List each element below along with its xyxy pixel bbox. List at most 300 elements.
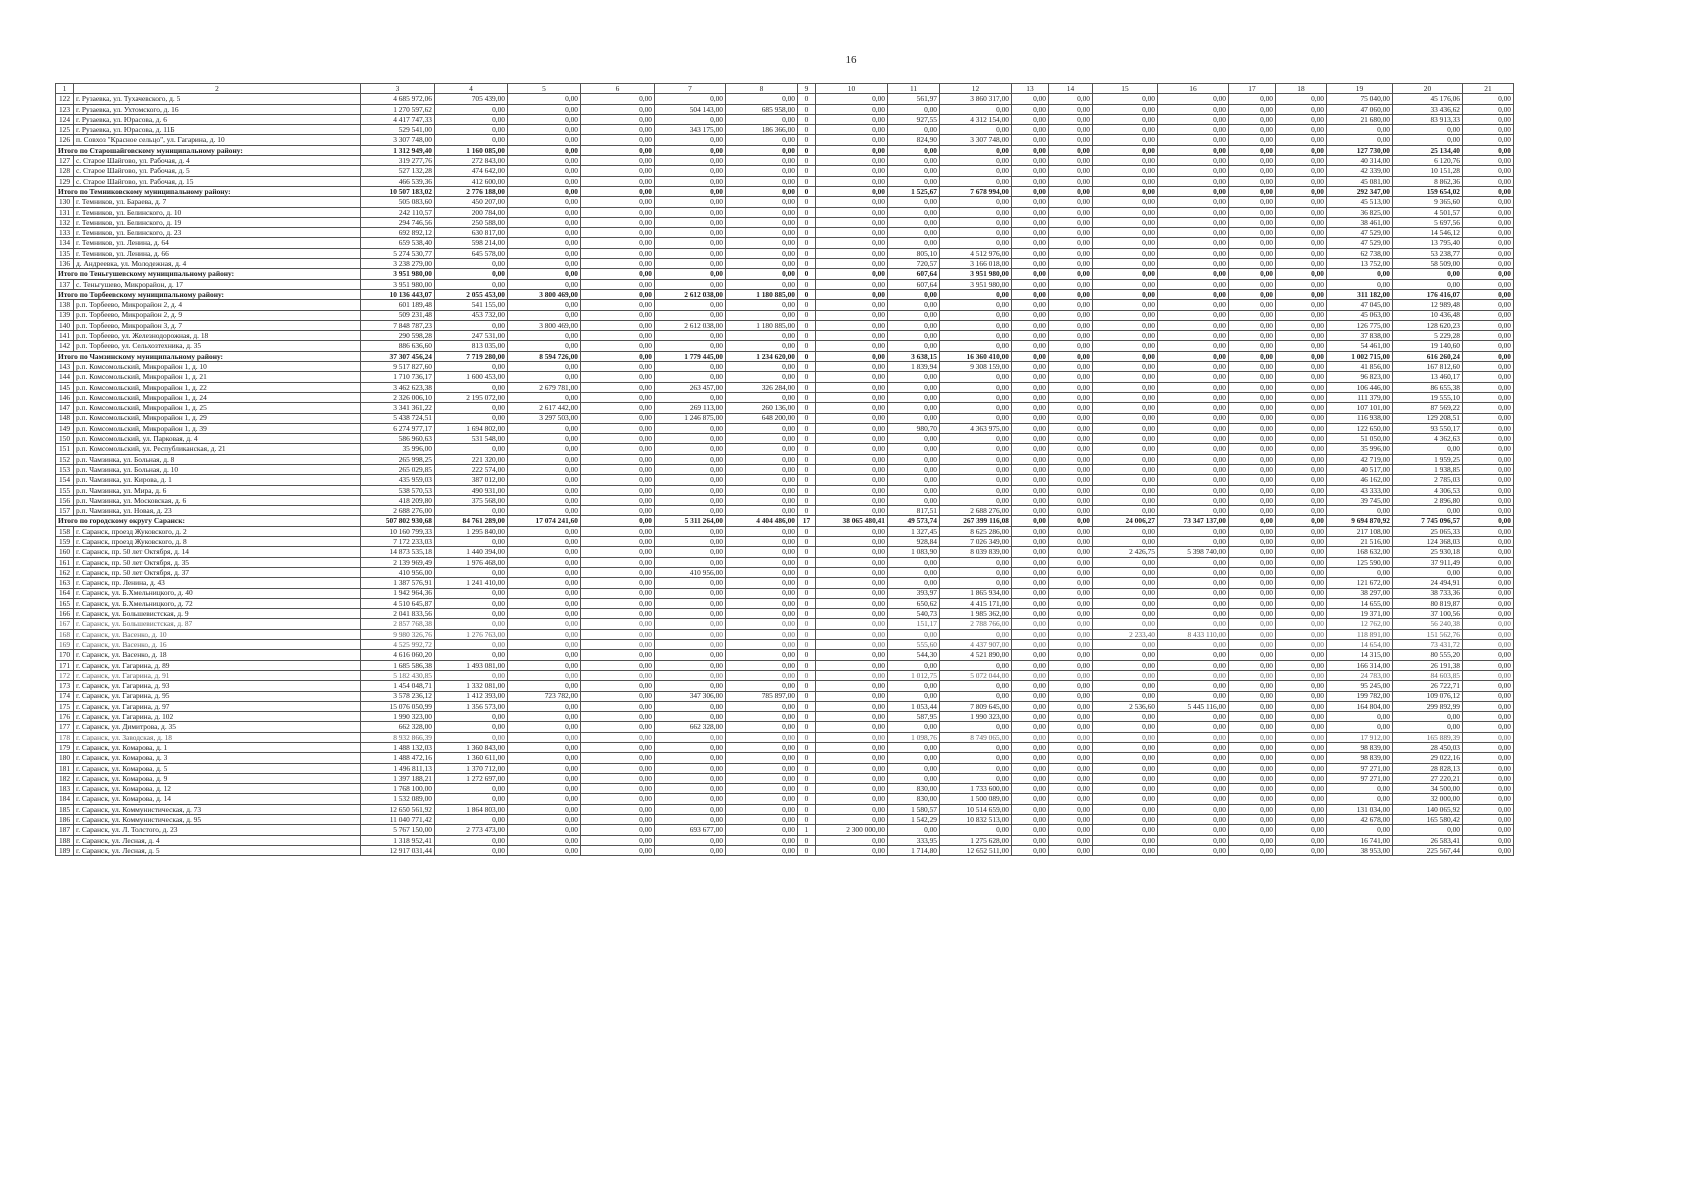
table-cell: 40 314,00 <box>1327 156 1393 166</box>
table-cell: 0,00 <box>816 114 888 124</box>
table-cell: 0,00 <box>940 454 1012 464</box>
table-cell: 0,00 <box>435 640 508 650</box>
table-cell: 0,00 <box>1463 454 1514 464</box>
table-cell: 450 207,00 <box>435 197 508 207</box>
table-cell: 0,00 <box>1093 259 1158 269</box>
table-cell: 0,00 <box>1012 166 1049 176</box>
address-cell: р.п. Комсомольский, Микрорайон 1, д. 21 <box>74 372 361 382</box>
table-cell: 5 182 430,85 <box>361 670 435 680</box>
table-cell: 0,00 <box>726 300 798 310</box>
table-cell: 166 314,00 <box>1327 660 1393 670</box>
subtotal-label: Итого по Чамзинскому муниципальному району: <box>56 351 361 361</box>
table-cell: 0,00 <box>508 567 581 577</box>
table-cell: 555,60 <box>888 640 940 650</box>
table-cell: 0,00 <box>435 722 508 732</box>
table-cell: 0,00 <box>581 464 655 474</box>
row-number: 125 <box>56 125 74 135</box>
table-cell: 0,00 <box>1327 784 1393 794</box>
table-cell: 0,00 <box>888 372 940 382</box>
table-cell: 0,00 <box>1229 609 1276 619</box>
table-cell: 0,00 <box>508 392 581 402</box>
table-cell: 0,00 <box>581 681 655 691</box>
table-cell: 723 782,00 <box>508 691 581 701</box>
table-cell: 0,00 <box>816 125 888 135</box>
table-cell: 4 525 992,72 <box>361 640 435 650</box>
table-cell: 0,00 <box>1463 248 1514 258</box>
table-cell: 28 828,13 <box>1393 763 1463 773</box>
table-cell: 38 733,36 <box>1393 588 1463 598</box>
subtotal-row <box>56 269 1514 279</box>
table-cell: 0,00 <box>1093 670 1158 680</box>
table-cell: 4 363 975,00 <box>940 423 1012 433</box>
table-cell: 0,00 <box>940 207 1012 217</box>
table-cell: 0,00 <box>508 763 581 773</box>
table-cell: 0,00 <box>1393 825 1463 835</box>
table-cell: 0,00 <box>1049 506 1093 516</box>
table-cell: 0,00 <box>655 588 726 598</box>
table-cell: 1 <box>798 825 816 835</box>
table-cell: 0,00 <box>435 619 508 629</box>
table-cell: 0,00 <box>816 403 888 413</box>
table-cell: 0,00 <box>435 650 508 660</box>
table-cell: 0,00 <box>435 537 508 547</box>
table-cell: 0,00 <box>888 444 940 454</box>
table-cell: 505 083,60 <box>361 197 435 207</box>
table-cell: 0,00 <box>1463 804 1514 814</box>
table-cell: 0,00 <box>655 763 726 773</box>
table-cell: 0,00 <box>888 228 940 238</box>
header-cell: 2 <box>74 84 361 94</box>
table-cell: 0,00 <box>1049 578 1093 588</box>
row-number: 141 <box>56 331 74 341</box>
table-cell: 0,00 <box>816 763 888 773</box>
table-cell: 0,00 <box>1049 701 1093 711</box>
table-cell: 0,00 <box>1093 485 1158 495</box>
table-cell: 45 081,00 <box>1327 176 1393 186</box>
table-cell: 0,00 <box>1229 670 1276 680</box>
table-cell: 0,00 <box>888 660 940 670</box>
table-cell: 1 387 576,91 <box>361 578 435 588</box>
row-number: 159 <box>56 537 74 547</box>
table-cell: 1 488 132,03 <box>361 743 435 753</box>
table-cell: 98 839,00 <box>1327 753 1393 763</box>
table-cell: 0,00 <box>888 156 940 166</box>
table-cell: 0,00 <box>726 259 798 269</box>
table-cell: 0,00 <box>1049 310 1093 320</box>
table-cell: 0,00 <box>508 94 581 104</box>
table-cell: 10 151,28 <box>1393 166 1463 176</box>
table-cell: 0,00 <box>1276 763 1327 773</box>
table-cell: 0,00 <box>1463 125 1514 135</box>
table-cell: 0,00 <box>1012 784 1049 794</box>
table-row <box>56 804 1514 814</box>
table-cell: 0,00 <box>1049 362 1093 372</box>
table-cell: 54 461,00 <box>1327 341 1393 351</box>
row-number: 144 <box>56 372 74 382</box>
subtotal-label: Итого по Торбеевскому муниципальному району: <box>56 289 361 299</box>
table-cell: 1 276 763,00 <box>435 629 508 639</box>
table-cell: 0 <box>798 557 816 567</box>
table-cell: 37 307 456,24 <box>361 351 435 361</box>
table-cell: 2 617 442,00 <box>508 403 581 413</box>
table-cell: 0,00 <box>1276 197 1327 207</box>
table-cell: 0,00 <box>655 598 726 608</box>
table-cell: 0,00 <box>1049 475 1093 485</box>
table-cell: 0,00 <box>816 186 888 196</box>
table-cell: 1 959,25 <box>1393 454 1463 464</box>
table-cell: 0,00 <box>1049 691 1093 701</box>
table-cell: 0,00 <box>1012 156 1049 166</box>
table-cell: 0,00 <box>1229 279 1276 289</box>
table-cell: 0,00 <box>1463 701 1514 711</box>
table-cell: 0,00 <box>1463 712 1514 722</box>
table-cell: 0,00 <box>435 784 508 794</box>
table-cell: 0,00 <box>1093 434 1158 444</box>
table-cell: 0,00 <box>1012 578 1049 588</box>
table-cell: 0,00 <box>1093 526 1158 536</box>
table-cell: 0,00 <box>655 670 726 680</box>
table-cell: 0,00 <box>581 794 655 804</box>
table-cell: 0,00 <box>1049 444 1093 454</box>
table-cell: 0,00 <box>1463 392 1514 402</box>
page-number: 16 <box>845 54 857 66</box>
table-cell: 0,00 <box>1012 145 1049 155</box>
table-cell: 0,00 <box>1276 248 1327 258</box>
table-cell: 0,00 <box>888 176 940 186</box>
table-cell: 0,00 <box>508 825 581 835</box>
table-cell: 0,00 <box>726 310 798 320</box>
table-cell: 42 719,00 <box>1327 454 1393 464</box>
table-cell: 0,00 <box>655 186 726 196</box>
table-row <box>56 701 1514 711</box>
table-cell: 0,00 <box>435 506 508 516</box>
table-cell: 111 379,00 <box>1327 392 1393 402</box>
table-cell: 0,00 <box>1158 495 1229 505</box>
table-cell: 1 710 736,17 <box>361 372 435 382</box>
table-cell: 343 175,00 <box>655 125 726 135</box>
table-cell: 0,00 <box>655 166 726 176</box>
table-cell: 9 980 326,76 <box>361 629 435 639</box>
table-cell: 0,00 <box>1229 619 1276 629</box>
table-cell: 0,00 <box>655 392 726 402</box>
address-cell: г. Саранск, проезд Жуковского, д. 8 <box>74 537 361 547</box>
table-cell: 587,95 <box>888 712 940 722</box>
table-cell: 0,00 <box>1093 423 1158 433</box>
table-row <box>56 650 1514 660</box>
table-cell: 0,00 <box>655 145 726 155</box>
row-number: 187 <box>56 825 74 835</box>
table-cell: 0,00 <box>1463 743 1514 753</box>
table-cell: 0,00 <box>655 300 726 310</box>
table-cell: 0,00 <box>1463 578 1514 588</box>
table-cell: 1 002 715,00 <box>1327 351 1393 361</box>
table-cell: 7 026 349,00 <box>940 537 1012 547</box>
table-cell: 0,00 <box>655 712 726 722</box>
table-cell: 0,00 <box>1158 310 1229 320</box>
table-cell: 1 356 573,00 <box>435 701 508 711</box>
table-row <box>56 207 1514 217</box>
table-cell: 0,00 <box>1229 588 1276 598</box>
table-cell: 0,00 <box>435 413 508 423</box>
table-cell: 0,00 <box>1276 691 1327 701</box>
table-cell: 0,00 <box>1049 114 1093 124</box>
table-cell: 0 <box>798 691 816 701</box>
table-cell: 0,00 <box>1049 207 1093 217</box>
table-cell: 0 <box>798 403 816 413</box>
row-number: 131 <box>56 207 74 217</box>
table-cell: 0,00 <box>1229 434 1276 444</box>
table-cell: 0,00 <box>1158 825 1229 835</box>
row-number: 124 <box>56 114 74 124</box>
header-cell: 21 <box>1463 84 1514 94</box>
address-cell: г. Саранск, ул. Лесная, д. 4 <box>74 835 361 845</box>
table-cell: 0,00 <box>816 362 888 372</box>
table-cell: 0,00 <box>435 444 508 454</box>
table-cell: 2 776 188,00 <box>435 186 508 196</box>
table-cell: 0,00 <box>1463 537 1514 547</box>
table-cell: 9 365,60 <box>1393 197 1463 207</box>
table-cell: 0,00 <box>1158 392 1229 402</box>
table-cell: 0,00 <box>508 310 581 320</box>
table-cell: 97 271,00 <box>1327 763 1393 773</box>
table-row <box>56 382 1514 392</box>
table-cell: 0,00 <box>1463 207 1514 217</box>
table-cell: 0,00 <box>726 619 798 629</box>
table-cell: 527 132,28 <box>361 166 435 176</box>
table-cell: 0,00 <box>1327 269 1393 279</box>
table-cell: 0,00 <box>1049 413 1093 423</box>
table-cell: 0,00 <box>1158 186 1229 196</box>
table-cell: 1 496 811,13 <box>361 763 435 773</box>
table-cell: 0,00 <box>940 485 1012 495</box>
table-cell: 0,00 <box>1463 279 1514 289</box>
table-cell: 0,00 <box>1049 269 1093 279</box>
table-cell: 36 825,00 <box>1327 207 1393 217</box>
table-cell: 37 100,56 <box>1393 609 1463 619</box>
table-cell: 0,00 <box>888 197 940 207</box>
table-cell: 0,00 <box>508 743 581 753</box>
table-cell: 0,00 <box>1049 186 1093 196</box>
table-cell: 0,00 <box>726 578 798 588</box>
table-cell: 0,00 <box>1012 176 1049 186</box>
table-cell: 0,00 <box>816 176 888 186</box>
table-cell: 0,00 <box>1049 382 1093 392</box>
table-cell: 0,00 <box>1276 485 1327 495</box>
table-cell: 0,00 <box>1049 259 1093 269</box>
table-cell: 0,00 <box>1393 567 1463 577</box>
table-cell: 0,00 <box>816 382 888 392</box>
table-cell: 0,00 <box>1012 454 1049 464</box>
table-cell: 0,00 <box>888 289 940 299</box>
row-number: 122 <box>56 94 74 104</box>
table-cell: 121 672,00 <box>1327 578 1393 588</box>
table-cell: 0,00 <box>581 217 655 227</box>
table-cell: 0,00 <box>1393 712 1463 722</box>
table-cell: 0,00 <box>1276 743 1327 753</box>
table-cell: 0,00 <box>1229 475 1276 485</box>
table-cell: 0 <box>798 269 816 279</box>
table-cell: 0 <box>798 217 816 227</box>
table-cell: 1 246 875,00 <box>655 413 726 423</box>
address-cell: г. Саранск, ул. Л. Толстого, д. 23 <box>74 825 361 835</box>
table-cell: 0,00 <box>1093 650 1158 660</box>
table-cell: 0,00 <box>1229 310 1276 320</box>
table-cell: 0,00 <box>1463 259 1514 269</box>
table-cell: 0,00 <box>940 578 1012 588</box>
table-cell: 0,00 <box>1229 248 1276 258</box>
table-cell: 0,00 <box>1229 701 1276 711</box>
table-cell: 0,00 <box>1093 681 1158 691</box>
table-cell: 0,00 <box>655 279 726 289</box>
table-cell: 0,00 <box>1012 701 1049 711</box>
address-cell: г. Саранск, ул. Большевистская, д. 87 <box>74 619 361 629</box>
table-cell: 0 <box>798 310 816 320</box>
table-cell: 242 110,57 <box>361 207 435 217</box>
table-cell: 0,00 <box>1093 331 1158 341</box>
table-cell: 0,00 <box>816 145 888 155</box>
address-cell: с. Старое Шайгово, ул. Рабочая, д. 5 <box>74 166 361 176</box>
table-row <box>56 763 1514 773</box>
table-cell: 0,00 <box>1276 320 1327 330</box>
table-cell: 0,00 <box>581 300 655 310</box>
table-cell: 0 <box>798 619 816 629</box>
table-cell: 0,00 <box>816 392 888 402</box>
address-cell: р.п. Торбеево, ул. Сельхозтехника, д. 35 <box>74 341 361 351</box>
row-number: 153 <box>56 464 74 474</box>
table-cell: 0,00 <box>1158 217 1229 227</box>
table-cell: 5 311 264,00 <box>655 516 726 526</box>
table-cell: 0,00 <box>1049 331 1093 341</box>
table-cell: 0,00 <box>581 392 655 402</box>
table-cell: 980,70 <box>888 423 940 433</box>
table-cell: 0,00 <box>581 320 655 330</box>
table-cell: 0,00 <box>1158 588 1229 598</box>
table-cell: 0,00 <box>940 743 1012 753</box>
table-cell: 0,00 <box>1012 691 1049 701</box>
table-cell: 0,00 <box>655 753 726 763</box>
subtotal-row <box>56 516 1514 526</box>
table-cell: 127 730,00 <box>1327 145 1393 155</box>
row-number: 134 <box>56 238 74 248</box>
table-cell: 0,00 <box>1229 228 1276 238</box>
table-cell: 0,00 <box>1276 217 1327 227</box>
table-cell: 0,00 <box>1463 588 1514 598</box>
table-cell: 41 856,00 <box>1327 362 1393 372</box>
table-cell: 0,00 <box>1276 526 1327 536</box>
table-cell: 0,00 <box>816 815 888 825</box>
table-cell: 0,00 <box>508 423 581 433</box>
table-cell: 0,00 <box>816 135 888 145</box>
table-cell: 0,00 <box>1229 444 1276 454</box>
table-cell: 0,00 <box>1463 526 1514 536</box>
table-cell: 0,00 <box>1049 392 1093 402</box>
table-cell: 0,00 <box>655 526 726 536</box>
table-cell: 0,00 <box>816 588 888 598</box>
table-cell: 0,00 <box>1012 506 1049 516</box>
table-cell: 0,00 <box>1012 712 1049 722</box>
table-cell: 0,00 <box>726 835 798 845</box>
table-cell: 347 306,00 <box>655 691 726 701</box>
table-cell: 0,00 <box>1049 547 1093 557</box>
table-cell: 0,00 <box>1093 753 1158 763</box>
table-cell: 375 568,00 <box>435 495 508 505</box>
table-cell: 474 642,00 <box>435 166 508 176</box>
table-cell: 0,00 <box>816 248 888 258</box>
table-row <box>56 238 1514 248</box>
table-cell: 0,00 <box>1158 526 1229 536</box>
table-cell: 0,00 <box>816 166 888 176</box>
table-cell: 0,00 <box>888 495 940 505</box>
table-cell: 14 655,00 <box>1327 598 1393 608</box>
table-cell: 0,00 <box>1012 598 1049 608</box>
table-cell: 0,00 <box>1463 362 1514 372</box>
table-row <box>56 228 1514 238</box>
table-cell: 0,00 <box>435 362 508 372</box>
table-row <box>56 248 1514 258</box>
table-cell: 311 182,00 <box>1327 289 1393 299</box>
table-cell: 0,00 <box>1093 114 1158 124</box>
table-cell: 0,00 <box>581 650 655 660</box>
table-cell: 0 <box>798 650 816 660</box>
table-cell: 5 445 116,00 <box>1158 701 1229 711</box>
table-cell: 12 650 561,92 <box>361 804 435 814</box>
table-cell: 0,00 <box>1463 135 1514 145</box>
table-cell: 0 <box>798 238 816 248</box>
address-cell: г. Саранск, ул. Б.Хмельницкого, д. 40 <box>74 588 361 598</box>
table-cell: 4 616 060,20 <box>361 650 435 660</box>
table-cell: 0,00 <box>1229 640 1276 650</box>
address-cell: р.п. Торбеево, Микрорайон 3, д. 7 <box>74 320 361 330</box>
table-cell: 0,00 <box>816 444 888 454</box>
table-cell: 393,97 <box>888 588 940 598</box>
table-cell: 0,00 <box>1049 403 1093 413</box>
table-cell: 7 745 096,57 <box>1393 516 1463 526</box>
table-cell: 0,00 <box>1158 794 1229 804</box>
table-cell: 0,00 <box>940 166 1012 176</box>
address-cell: г. Саранск, пр. Ленина, д. 43 <box>74 578 361 588</box>
table-cell: 824,90 <box>888 135 940 145</box>
table-cell: 0,00 <box>1049 320 1093 330</box>
table-cell: 0,00 <box>1158 248 1229 258</box>
table-cell: 0,00 <box>1012 125 1049 135</box>
table-cell: 0,00 <box>1327 722 1393 732</box>
table-cell: 129 208,51 <box>1393 413 1463 423</box>
table-cell: 0,00 <box>1276 773 1327 783</box>
table-cell: 0 <box>798 372 816 382</box>
table-cell: 0,00 <box>1049 650 1093 660</box>
table-cell: 0,00 <box>655 362 726 372</box>
table-cell: 0,00 <box>655 228 726 238</box>
table-cell: 0,00 <box>816 351 888 361</box>
header-cell: 6 <box>581 84 655 94</box>
table-cell: 0,00 <box>1093 815 1158 825</box>
table-cell: 0,00 <box>1229 845 1276 855</box>
table-cell: 0,00 <box>508 104 581 114</box>
table-cell: 0 <box>798 94 816 104</box>
table-cell: 0,00 <box>1012 588 1049 598</box>
table-row <box>56 578 1514 588</box>
address-cell: г. Саранск, ул. Комарова, д. 12 <box>74 784 361 794</box>
table-cell: 0,00 <box>581 537 655 547</box>
table-cell: 118 891,00 <box>1327 629 1393 639</box>
table-cell: 0,00 <box>1229 104 1276 114</box>
table-cell: 453 732,00 <box>435 310 508 320</box>
header-cell: 17 <box>1229 84 1276 94</box>
table-cell: 0,00 <box>1229 351 1276 361</box>
table-cell: 0,00 <box>1276 413 1327 423</box>
table-cell: 0,00 <box>1229 156 1276 166</box>
table-cell: 0,00 <box>1276 259 1327 269</box>
